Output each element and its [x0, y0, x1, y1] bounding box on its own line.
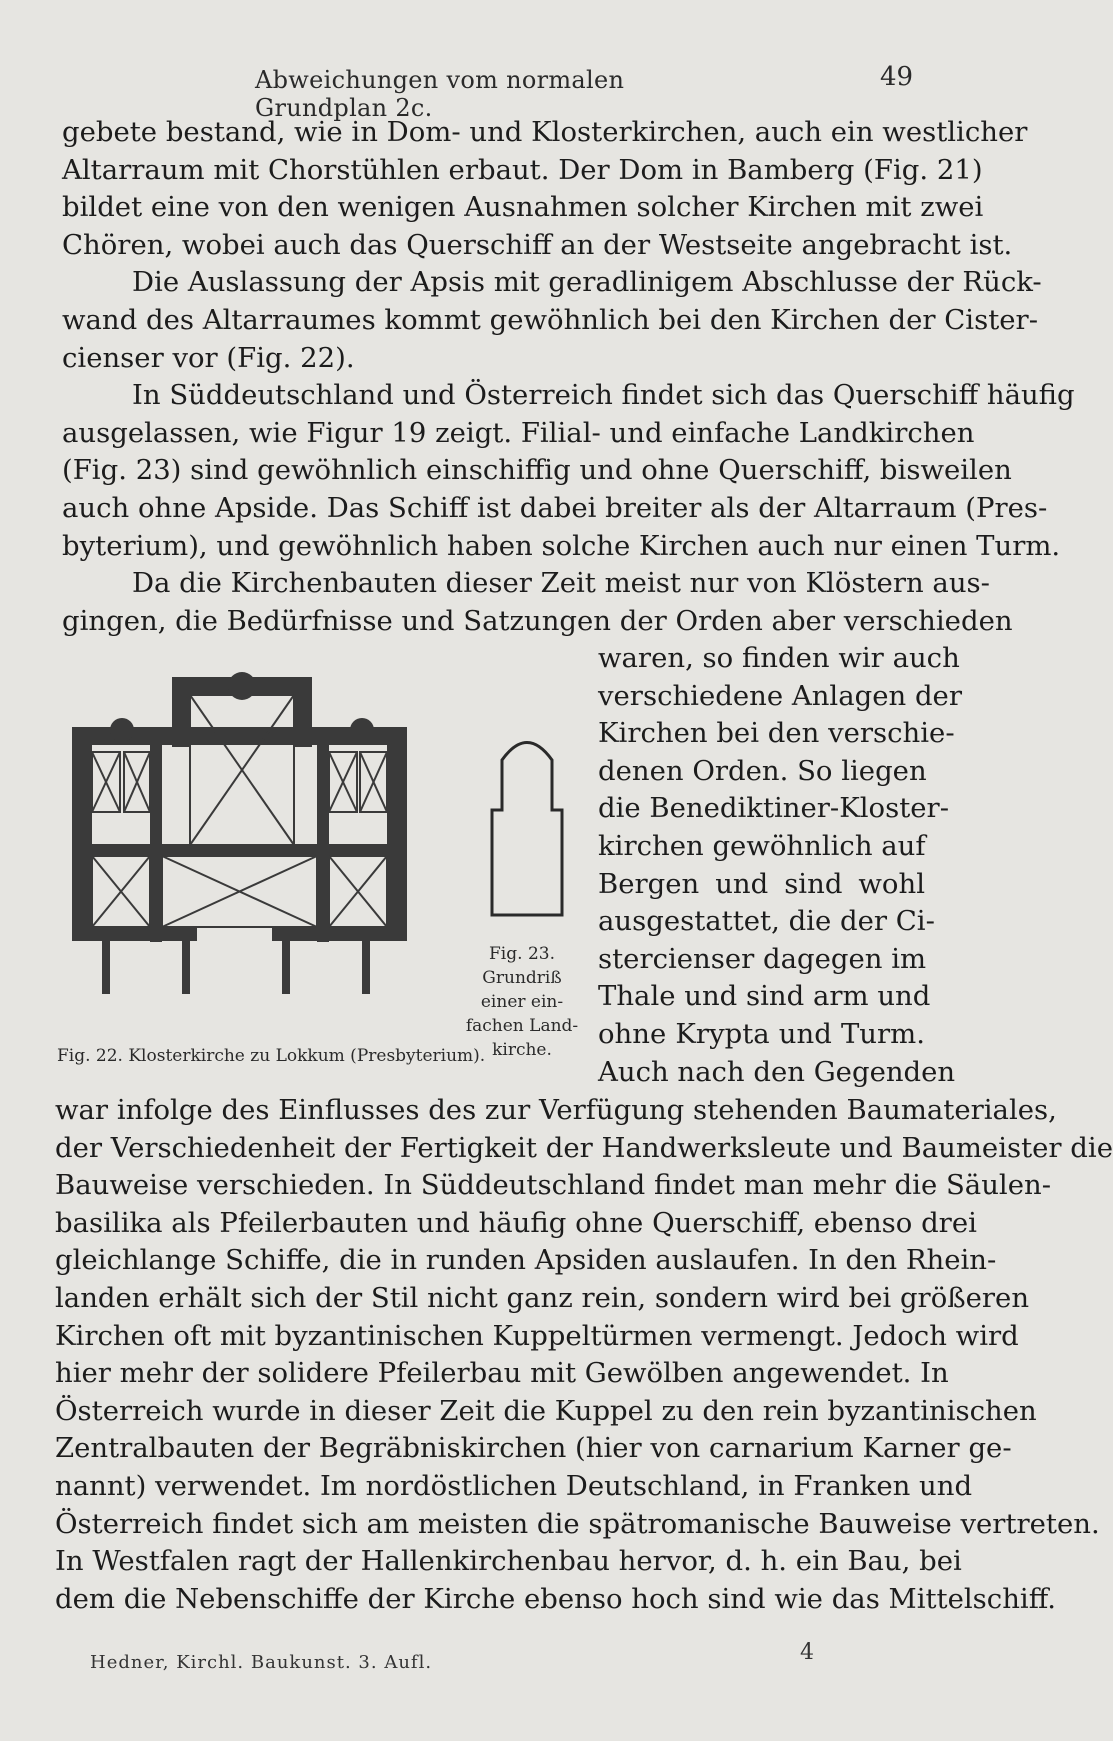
- fig22-floor-plan: [62, 672, 462, 1027]
- fig22-caption: Fig. 22. Klosterkirche zu Lokkum (Presbyterium).: [57, 1046, 486, 1066]
- text-line: verschiedene Anlagen der: [598, 679, 962, 712]
- text-line: war infolge des Einflusses des zur Verfügung stehenden Baumateriales,: [55, 1094, 1057, 1126]
- text-line: auch ohne Apside. Das Schiff ist dabei breiter als der Altarraum (Pres-: [62, 491, 1048, 524]
- text-line: landen erhält sich der Stil nicht ganz rein, sondern wird bei größeren: [55, 1281, 1030, 1314]
- running-title: Abweichungen vom normalen Grundplan 2c.: [255, 66, 625, 122]
- text-line: gingen, die Bedürfnisse und Satzungen der Orden aber verschieden: [62, 604, 1013, 637]
- text-line: hier mehr der solidere Pfeilerbau mit Gewölben angewendet. In: [55, 1357, 949, 1390]
- text-line: denen Orden. So liegen: [598, 754, 927, 787]
- text-line: Kirchen bei den verschie-: [598, 717, 955, 750]
- caption-line: Fig. 23.: [489, 944, 555, 964]
- caption-line: einer ein-: [480, 992, 564, 1012]
- text-line: gleichlange Schiffe, die in runden Apsiden auslaufen. In den Rhein-: [55, 1244, 997, 1277]
- text-line: dem die Nebenschiffe der Kirche ebenso hoch sind wie das Mittelschiff.: [55, 1582, 1056, 1615]
- text-line: Zentralbauten der Begräbniskirchen (hier von carnarium Karner ge-: [55, 1432, 1012, 1465]
- text-line: Die Auslassung der Apsis mit geradlinigem Abschlusse der Rück-: [132, 266, 1042, 299]
- text-block-side: [598, 640, 962, 1091]
- sheet-number: 4: [800, 1640, 814, 1665]
- text-line: basilika als Pfeilerbauten und häufig ohne Querschiff, ebenso drei: [55, 1206, 977, 1239]
- text-line: In Süddeutschland und Österreich findet sich das Querschiff häufig: [132, 379, 1075, 412]
- text-line: wand des Altarraumes kommt gewöhnlich bei den Kirchen der Cister-: [62, 303, 1038, 336]
- caption-line: kirche.: [492, 1040, 552, 1060]
- text-line: ausgestattet, die der Ci-: [598, 905, 935, 938]
- text-line: waren, so finden wir auch: [598, 642, 960, 674]
- caption-line: fachen Land-: [465, 1016, 579, 1036]
- text-line: Bauweise verschieden. In Süddeutschland findet man mehr die Säulen-: [55, 1169, 1051, 1202]
- fig23-floor-plan: [472, 730, 582, 920]
- text-line: Österreich wurde in dieser Zeit die Kuppel zu den rein byzantinischen: [55, 1394, 1037, 1427]
- caption-line: Grundriß: [482, 968, 562, 988]
- text-line: Kirchen oft mit byzantinischen Kuppeltürmen vermengt. Jedoch wird: [55, 1319, 1019, 1352]
- text-line: Bergen und sind wohl: [598, 867, 925, 900]
- text-line: stercienser dagegen im: [598, 942, 927, 975]
- text-line: bildet eine von den wenigen Ausnahmen solcher Kirchen mit zwei: [62, 191, 984, 224]
- text-line: ausgelassen, wie Figur 19 zeigt. Filial- und einfache Landkirchen: [62, 416, 975, 449]
- text-line: Da die Kirchenbauten dieser Zeit meist nur von Klöstern aus-: [132, 567, 990, 600]
- text-line: Altarraum mit Chorstühlen erbaut. Der Dom in Bamberg (Fig. 21): [62, 153, 983, 186]
- text-block-bottom: [55, 1092, 1113, 1618]
- text-line: kirchen gewöhnlich auf: [598, 829, 926, 862]
- text-line: Österreich findet sich am meisten die spätromanische Bauweise vertreten.: [55, 1507, 1100, 1540]
- footer-signature: Hedner, Kirchl. Baukunst. 3. Aufl.: [90, 1652, 433, 1673]
- text-line: Auch nach den Gegenden: [598, 1055, 956, 1088]
- fig23-caption: [462, 942, 582, 1062]
- text-line: ohne Krypta und Turm.: [598, 1017, 925, 1050]
- text-block-top: [62, 114, 1075, 640]
- page-number: 49: [880, 62, 914, 92]
- text-line: byterium), und gewöhnlich haben solche Kirchen auch nur einen Turm.: [62, 529, 1061, 562]
- text-line: Thale und sind arm und: [598, 980, 931, 1013]
- text-line: cienser vor (Fig. 22).: [62, 341, 355, 374]
- text-line: gebete bestand, wie in Dom- und Klosterkirchen, auch ein westlicher: [62, 116, 1028, 148]
- text-line: Chören, wobei auch das Querschiff an der Westseite angebracht ist.: [62, 228, 1013, 261]
- text-line: (Fig. 23) sind gewöhnlich einschiffig und ohne Querschiff, bisweilen: [62, 454, 1012, 487]
- text-line: die Benediktiner-Kloster-: [598, 792, 949, 825]
- text-line: der Verschiedenheit der Fertigkeit der Handwerksleute und Baumeister die: [55, 1131, 1113, 1164]
- text-line: nannt) verwendet. Im nordöstlichen Deutschland, in Franken und: [55, 1469, 973, 1502]
- text-line: In Westfalen ragt der Hallenkirchenbau hervor, d. h. ein Bau, bei: [55, 1545, 962, 1578]
